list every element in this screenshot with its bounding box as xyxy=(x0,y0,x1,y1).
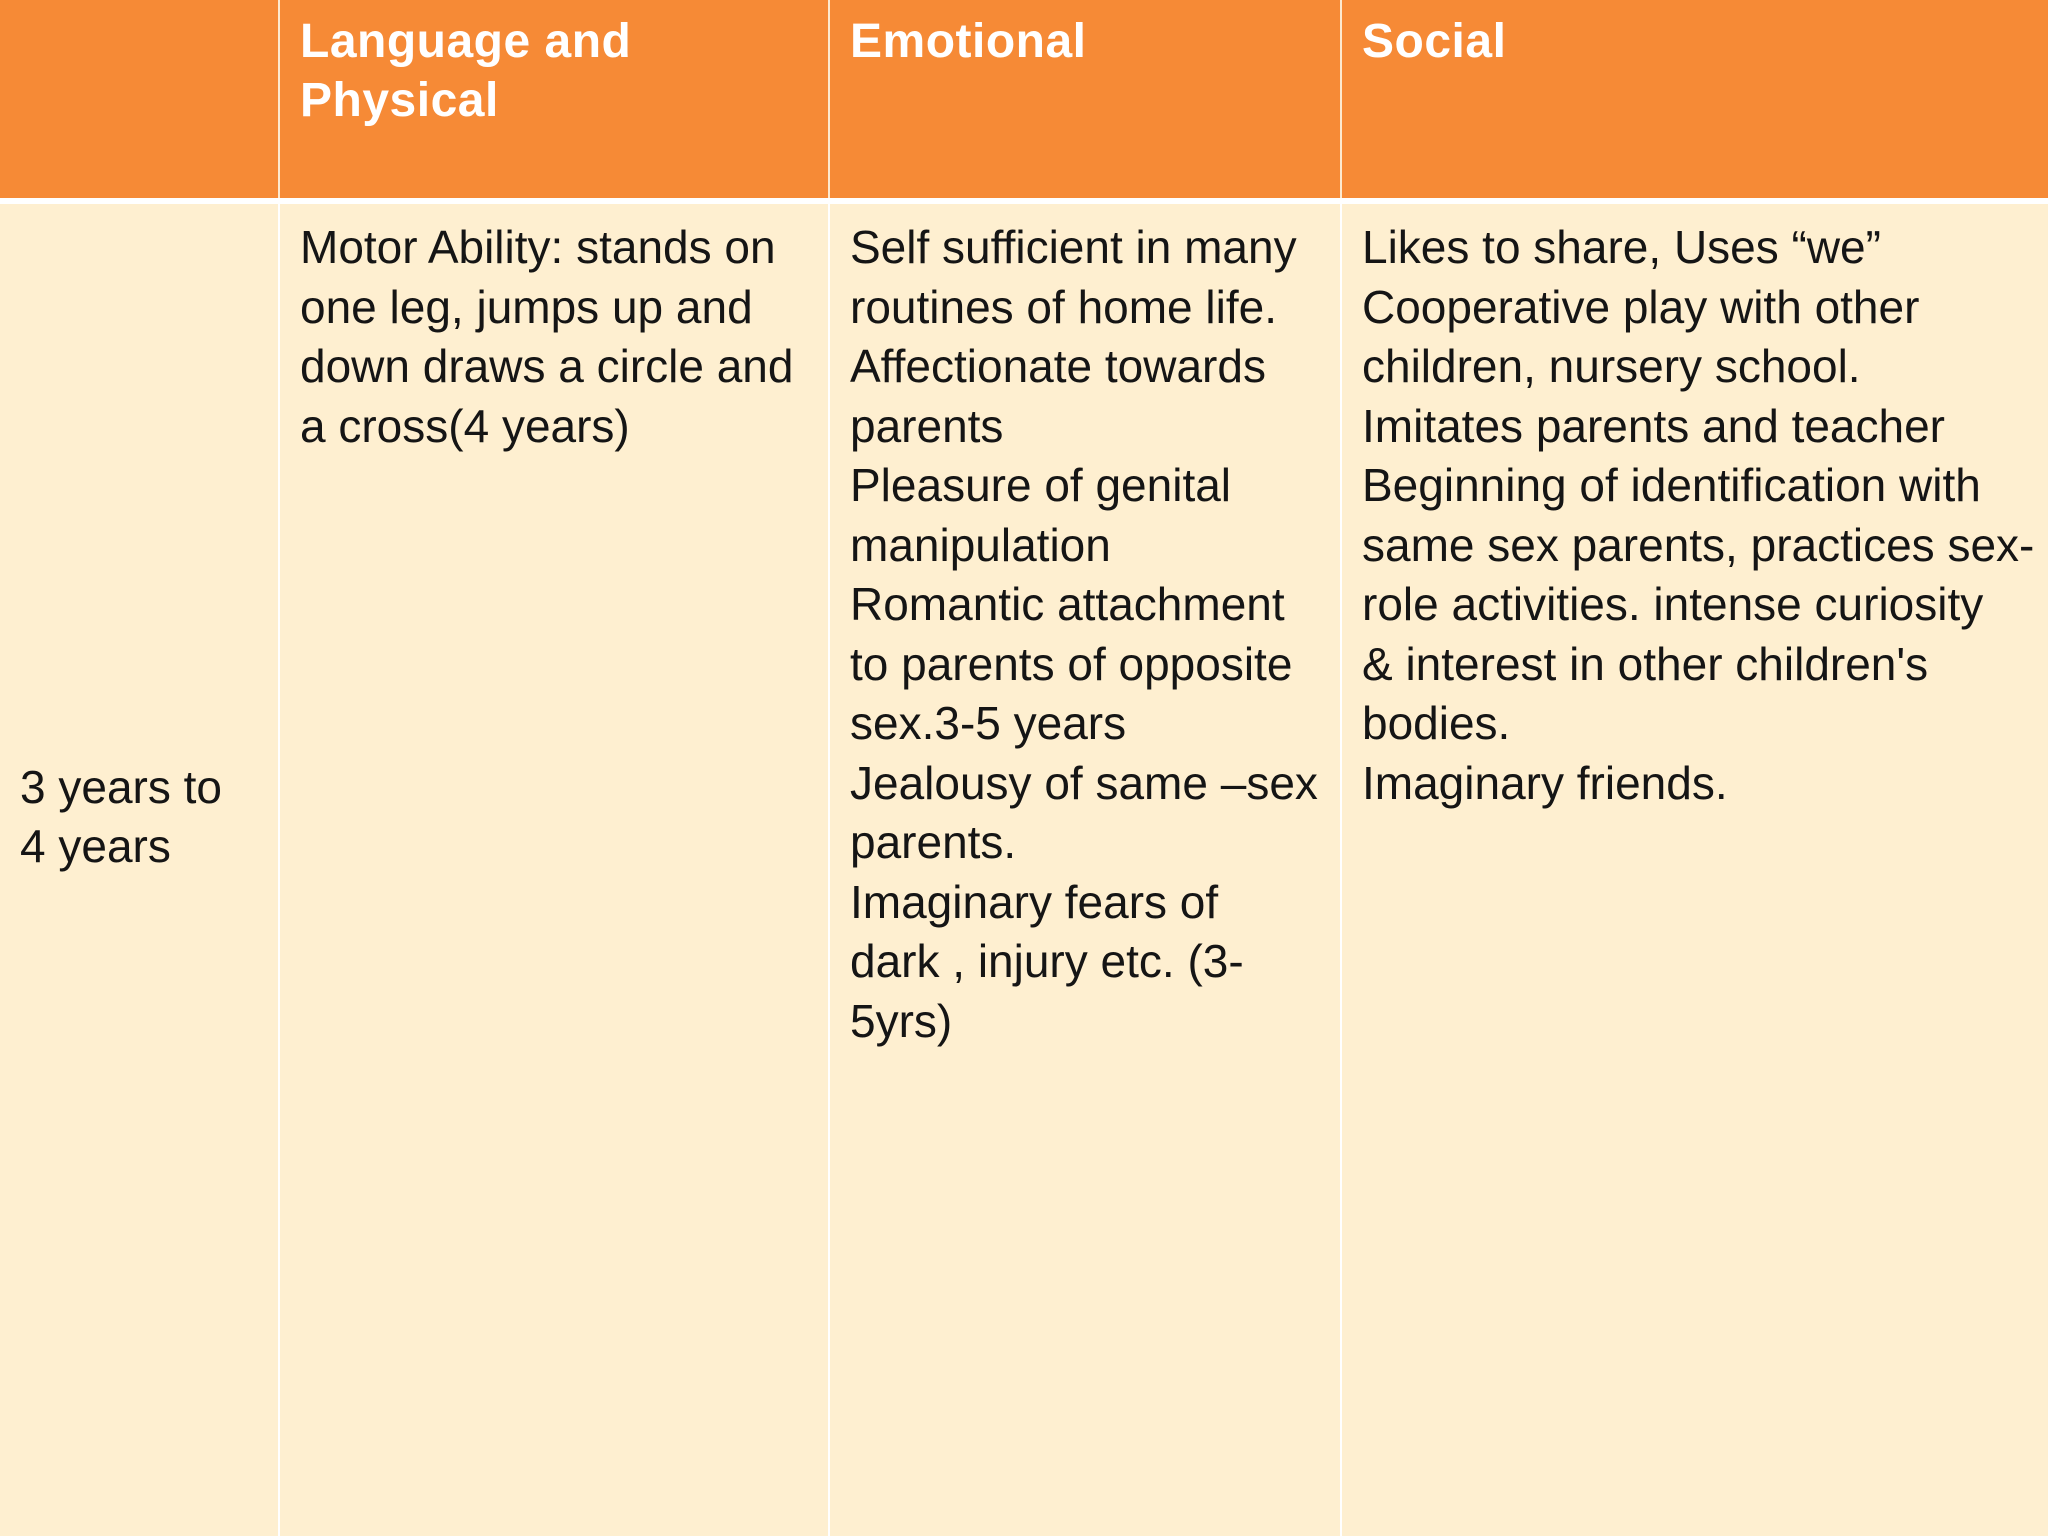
social-line: Imaginary friends. xyxy=(1362,756,1728,809)
physical-cell xyxy=(279,201,829,1536)
emotional-line: to parents of opposite xyxy=(850,637,1293,690)
social-line: Cooperative play with other xyxy=(1362,280,1920,333)
emotional-line: manipulation xyxy=(850,518,1111,571)
header-language-physical xyxy=(279,0,829,201)
social-line: children, nursery school. xyxy=(1362,340,1861,392)
header-row xyxy=(0,0,2048,201)
physical-line: down draws a circle and xyxy=(300,340,794,392)
emotional-line: Affectionate towards xyxy=(850,340,1266,392)
emotional-line: parents xyxy=(850,399,1004,452)
social-line: bodies. xyxy=(1362,697,1511,749)
physical-line: a cross(4 years) xyxy=(300,399,630,452)
header-language-physical-line-1: Language and xyxy=(300,15,632,68)
physical-line: Motor Ability: stands on xyxy=(300,221,776,273)
social-line: Likes to share, Uses “we” xyxy=(1362,221,1881,273)
social-line: Imitates parents and teacher xyxy=(1362,399,1945,452)
emotional-line: Imaginary fears of xyxy=(850,875,1219,928)
emotional-line: 5yrs) xyxy=(850,994,953,1047)
social-line: & interest in other children's xyxy=(1362,637,1929,690)
header-emotional xyxy=(829,0,1341,201)
age-line: 4 years xyxy=(20,820,171,872)
age-cell xyxy=(0,201,279,1536)
emotional-line: Romantic attachment xyxy=(850,578,1285,630)
physical-line: one leg, jumps up and xyxy=(300,280,753,333)
age-line: 3 years to xyxy=(20,760,222,813)
social-line: same sex parents, practices sex- xyxy=(1362,518,2035,571)
emotional-line: dark , injury etc. (3- xyxy=(850,935,1244,987)
emotional-line: Jealousy of same –sex xyxy=(850,756,1318,809)
emotional-line: routines of home life. xyxy=(850,280,1278,333)
emotional-cell xyxy=(829,201,1341,1536)
header-emotional-line-1: Emotional xyxy=(850,15,1087,68)
header-language-physical-line-2: Physical xyxy=(300,74,499,127)
header-age xyxy=(0,0,279,201)
emotional-line: sex.3-5 years xyxy=(850,697,1127,749)
emotional-line: Pleasure of genital xyxy=(850,459,1232,511)
social-line: role activities. intense curiosity xyxy=(1362,578,1984,630)
social-cell xyxy=(1341,201,2048,1536)
social-line: Beginning of identification with xyxy=(1362,459,1981,511)
header-social-line-1: Social xyxy=(1362,15,1507,68)
header-social xyxy=(1341,0,2048,201)
table-row xyxy=(0,201,2048,1536)
emotional-line: Self sufficient in many xyxy=(850,221,1297,273)
emotional-line: parents. xyxy=(850,816,1017,868)
